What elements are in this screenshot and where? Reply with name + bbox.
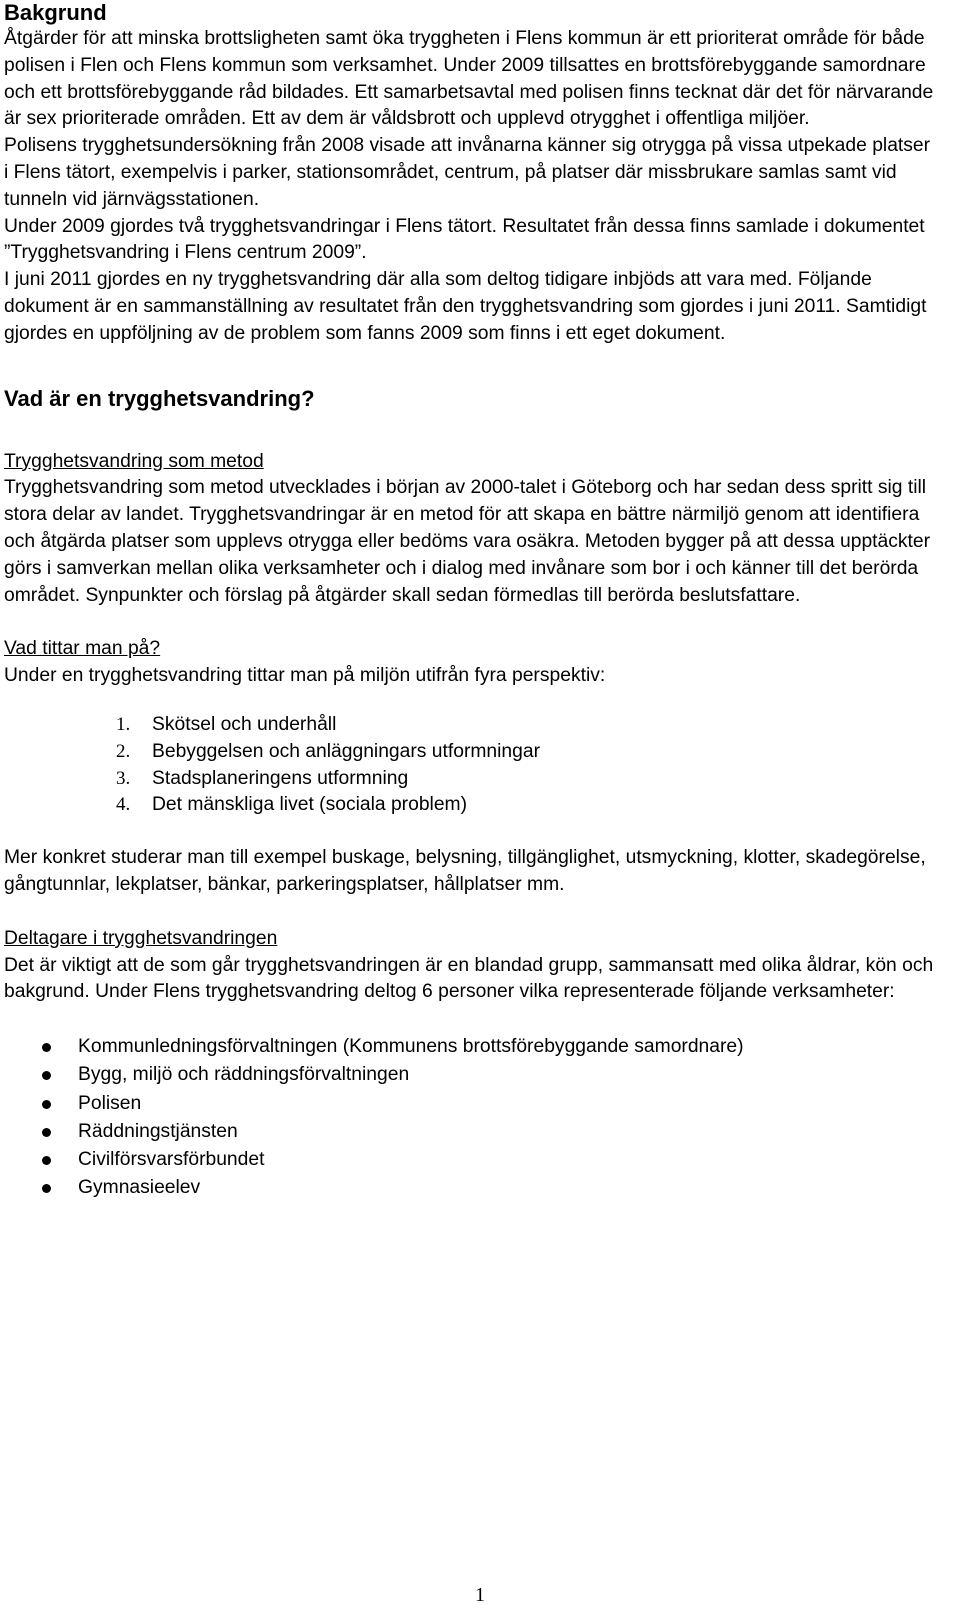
paragraph-background-3: Under 2009 gjordes två trygghetsvandringar i Flens tätort. Resultatet från dessa finns samlade i dokumentet ”Trygghetsvandring i Flens centrum 2009”. xyxy=(4,215,925,264)
list-number: 1. xyxy=(116,713,131,735)
paragraph-background-1: Åtgärder för att minska brottsligheten samt öka tryggheten i Flens kommun är ett prioriterat område för både polisen i Flen och Flens kommun som verksamhet. Under 2009 tillsattes en brottsförebyggande samordnare och ett brottsförebyggande råd bildades. Ett samarbetsavtal med polisen finns tecknat där det för närvarande är sex prioriterade områden. Ett av dem är våldsbrott och upplevd otrygghet i offentliga miljöer. xyxy=(4,28,934,130)
bullet-icon xyxy=(42,1100,51,1109)
list-number: 3. xyxy=(116,767,131,789)
list-item xyxy=(4,712,934,739)
list-item xyxy=(4,1061,934,1089)
list-item xyxy=(4,1118,934,1146)
bullet-icon xyxy=(42,1128,51,1137)
paragraph-participants: Det är viktigt att de som går trygghetsvandringen är en blandad grupp, sammansatt med olika åldrar, kön och bakgrund. Under Flens trygghetsvandring deltog 6 personer vilka representerade följande verksamheter: xyxy=(4,954,934,1003)
participants-list xyxy=(4,1033,934,1202)
bullet-icon xyxy=(42,1071,51,1080)
list-text: Det mänskliga livet (sociala problem) xyxy=(152,794,468,816)
perspectives-list xyxy=(4,712,934,819)
list-number: 4. xyxy=(116,794,131,816)
list-item xyxy=(4,739,934,766)
heading-what-is: Vad är en trygghetsvandring? xyxy=(4,385,315,411)
list-text: Bebyggelsen och anläggningars utformningar xyxy=(152,740,541,762)
subheading-method: Trygghetsvandring som metod xyxy=(4,450,264,472)
list-item xyxy=(4,1033,934,1061)
list-text: Civilförsvarsförbundet xyxy=(78,1148,265,1170)
page-number: 1 xyxy=(475,1584,485,1606)
bullet-icon xyxy=(42,1184,51,1193)
list-text: Kommunledningsförvaltningen (Kommunens brottsförebyggande samordnare) xyxy=(78,1036,744,1058)
document-page xyxy=(4,0,934,1202)
list-text: Gymnasieelev xyxy=(78,1177,201,1199)
list-item xyxy=(4,1174,934,1202)
list-text: Skötsel och underhåll xyxy=(152,713,337,735)
list-item xyxy=(4,792,934,819)
bullet-icon xyxy=(42,1156,51,1165)
list-text: Räddningstjänsten xyxy=(78,1120,238,1142)
list-text: Stadsplaneringens utformning xyxy=(152,767,409,789)
list-text: Bygg, miljö och räddningsförvaltningen xyxy=(78,1064,410,1086)
bullet-icon xyxy=(42,1043,51,1052)
list-item xyxy=(4,766,934,793)
paragraph-method: Trygghetsvandring som metod utvecklades i början av 2000-talet i Göteborg och har sedan dess spritt sig till stora delar av landet. Trygghetsvandringar är en metod för att skapa en bättre närmiljö genom att identifiera och åtgärda platser som upplevs otrygga eller bedöms vara osäkra. Metoden bygger på att dessa upptäckter görs i samverkan mellan olika verksamheter och i dialog med invånare som bor i och känner till det berörda området. Synpunkter och förslag på åtgärder skall sedan förmedlas till berörda beslutsfattare. xyxy=(4,477,931,606)
paragraph-background-4: I juni 2011 gjordes en ny trygghetsvandring där alla som deltog tidigare inbjöds att vara med. Följande dokument är en sammanställning av resultatet från den trygghetsvandring som gjordes i juni 2011. Samtidigt gjordes en uppföljning av de problem som fanns 2009 som finns i ett eget dokument. xyxy=(4,269,927,344)
subheading-participants: Deltagare i trygghetsvandringen xyxy=(4,927,278,949)
paragraph-concrete: Mer konkret studerar man till exempel buskage, belysning, tillgänglighet, utsmyckning, klotter, skadegörelse, gångtunnlar, lekplatser, bänkar, parkeringsplatser, hållplatser mm. xyxy=(4,847,926,895)
paragraph-background-2: Polisens trygghetsundersökning från 2008 visade att invånarna känner sig otrygga på vissa utpekade platser i Flens tätort, exempelvis i parker, stationsområdet, centrum, på platser där missbrukare samlas samt vid tunneln vid järnvägsstationen. xyxy=(4,135,931,210)
heading-bakgrund: Bakgrund xyxy=(4,0,107,25)
paragraph-look-intro: Under en trygghetsvandring tittar man på miljön utifrån fyra perspektiv: xyxy=(4,665,606,687)
subheading-look: Vad tittar man på? xyxy=(4,638,161,660)
list-item xyxy=(4,1146,934,1174)
list-number: 2. xyxy=(116,740,131,762)
list-text: Polisen xyxy=(78,1092,142,1114)
list-item xyxy=(4,1090,934,1118)
